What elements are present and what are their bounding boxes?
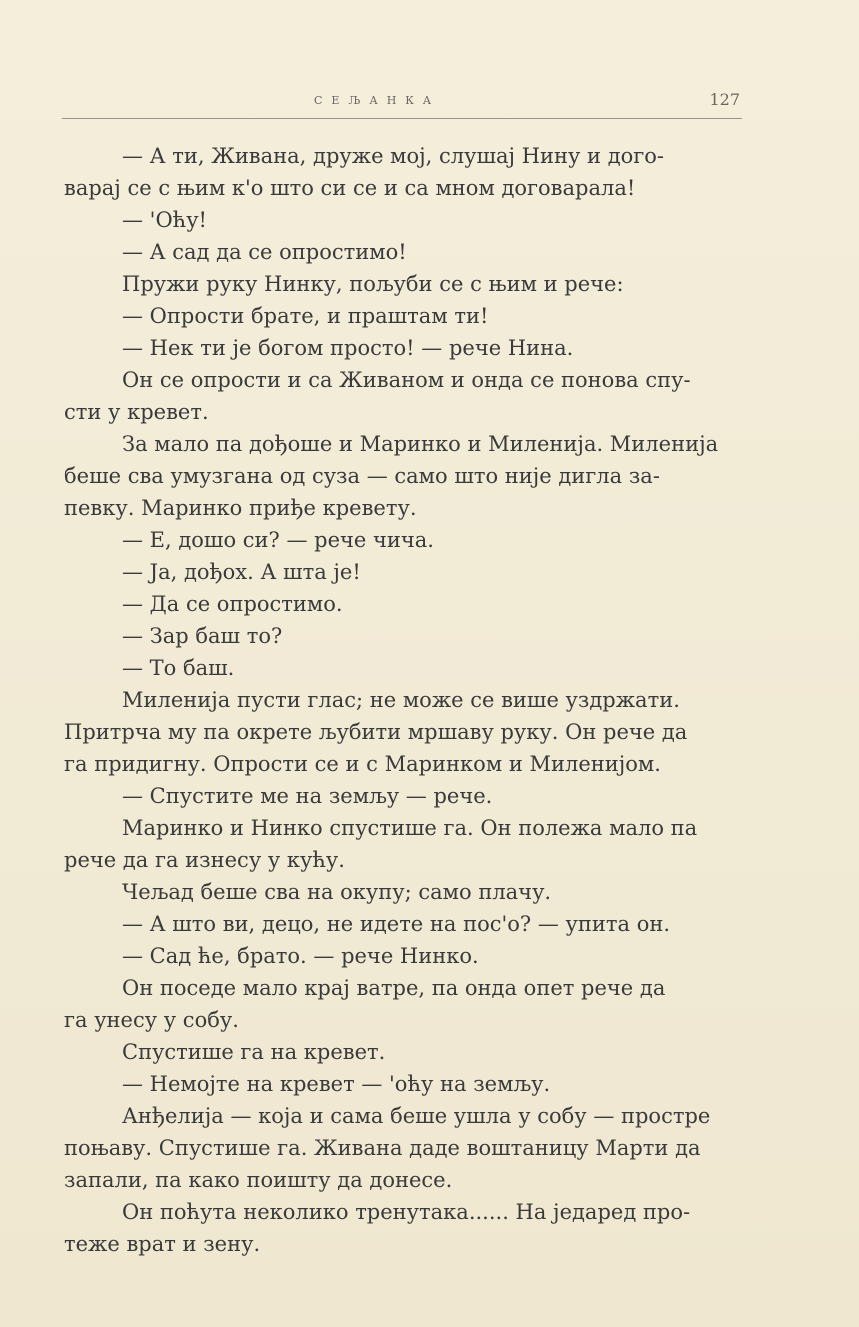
page-number: 127 [709,90,740,109]
text-line: га придигну. Опрости се и с Маринком и Миленијом. [64,752,661,776]
text-line: — То баш. [122,656,235,680]
text-line: — Спустите ме на земљу — рече. [122,784,493,808]
text-line: Он поседе мало крај ватре, па онда опет рече да [122,976,666,1000]
text-line: Анђелија — која и сама беше ушла у собу — простре [122,1104,711,1128]
text-line: певку. Маринко приђе кревету. [64,496,417,520]
text-line: — Нек ти је богом просто! — рече Нина. [122,336,574,360]
text-line: теже врат и зену. [64,1232,261,1256]
text-line: га унесу у собу. [64,1008,239,1032]
text-line: — Опрости брате, и праштам ти! [122,304,489,328]
text-line: — А сад да се опростимо! [122,240,407,264]
text-line: Маринко и Нинко спустише га. Он полежа мало па [122,816,698,840]
text-line: За мало па дођоше и Маринко и Миленија. Миленија [122,432,719,456]
text-line: Миленија пусти глас; не може се више уздржати. [122,688,680,712]
text-line: сти у кревет. [64,400,209,424]
text-line: Он поћута неколико тренутака...... На једаред про- [122,1200,691,1224]
text-line: Он се опрости и са Живаном и онда се понова спу- [122,368,691,392]
text-line: рече да га изнесу у кућу. [64,848,345,872]
text-line: — Е, дошо си? — рече чича. [122,528,434,552]
text-line: беше сва умузгана од суза — само што није дигла за- [64,464,660,488]
text-line: Чељад беше сва на окупу; само плачу. [122,880,552,904]
text-line: — Зар баш то? [122,624,283,648]
text-line: — Немојте на кревет — 'оћу на земљу. [122,1072,551,1096]
text-line: — Сад ће, брато. — рече Нинко. [122,944,479,968]
running-title: СЕЉАНКА [314,94,441,107]
text-line: — А што ви, децо, не идете на пос'о? — упита он. [122,912,671,936]
text-line: — А ти, Живана, друже мој, слушај Нину и дого- [122,144,665,168]
text-line: варај се с њим к'о што си се и са мном договарала! [64,176,636,200]
page-header [62,88,742,119]
text-line: Пружи руку Нинку, пољуби се с њим и рече: [122,272,624,296]
text-line: Спустише га на кревет. [122,1040,386,1064]
text-line: поњаву. Спустише га. Живана даде воштаницу Марти да [64,1136,701,1160]
text-line: — Ја, дођох. А шта је! [122,560,361,584]
text-line: запали, па како поишту да донесе. [64,1168,453,1192]
text-line: Притрча му па окрете љубити мршаву руку. Он рече да [64,720,688,744]
text-line: — Да се опростимо. [122,592,343,616]
text-line: — 'Оћу! [122,208,207,232]
